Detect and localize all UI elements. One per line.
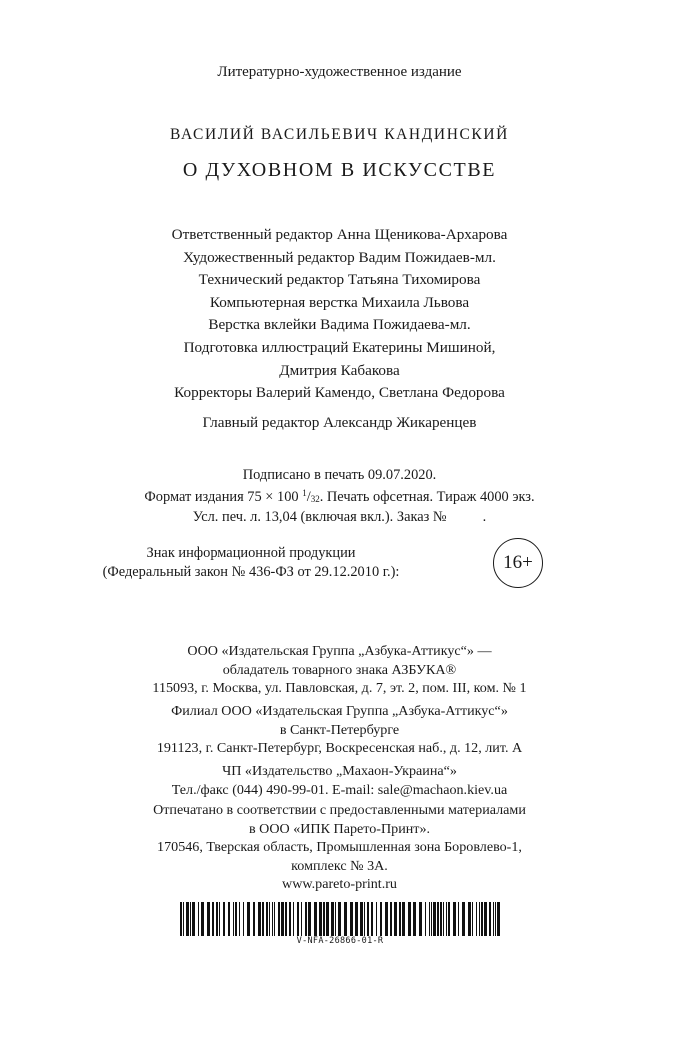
ukraine-contact: Тел./факс (044) 490-99-01. E-mail: sale@machaon.kiev.ua (171, 781, 508, 798)
printer-address: 170546, Тверская область, Промышленная зона Боровлево-1, (157, 839, 522, 856)
signed-date: Подписано в печать 09.07.2020. (242, 467, 437, 483)
format-prefix: Формат издания 75 × 100 (144, 489, 303, 506)
format-suffix: . Печать офсетная. Тираж 4000 экз. (319, 489, 535, 506)
credit-line: Компьютерная верстка Михаила Львова (209, 293, 470, 311)
age-rating-text (0, 544, 502, 582)
sheets-line: Усл. печ. л. 13,04 (включая вкл.). Заказ № . (192, 509, 487, 526)
branch-address: 191123, г. Санкт-Петербург, Воскресенская наб., д. 12, лит. А (156, 740, 523, 757)
format-numerator: 1 (302, 488, 307, 499)
publisher-address: 115093, г. Москва, ул. Павловская, д. 7, эт. 2, пом. III, ком. № 1 (152, 680, 527, 697)
format-denominator: 32 (310, 494, 320, 505)
barcode-label: V-NFA-26866-01-R (296, 936, 384, 946)
printer-address: комплекс № 3А. (291, 857, 388, 874)
branch-line: Филиал ООО «Издательская Группа „Азбука-Аттикус“» (171, 703, 508, 719)
publisher-line: обладатель товарного знака АЗБУКА® (222, 661, 457, 678)
age-rating-law: (Федеральный закон № 436-ФЗ от 29.12.2010 г.): (102, 564, 400, 580)
printer-line: в ООО «ИПК Парето-Принт». (248, 820, 431, 837)
credit-line: Ответственный редактор Анна Щеникова-Архарова (171, 226, 508, 243)
credit-line: Верстка вклейки Вадима Пожидаева-мл. (208, 316, 471, 334)
edition-type: Литературно-художественное издание (217, 64, 462, 80)
book-title: О ДУХОВНОМ В ИСКУССТВЕ (182, 159, 497, 181)
publisher-line: ООО «Издательская Группа „Азбука-Аттикус“» — (187, 643, 492, 659)
barcode-image (180, 902, 500, 936)
age-rating-badge (493, 538, 543, 588)
ukraine-line: ЧП «Издательство „Махаон-Украина“» (222, 763, 457, 779)
age-rating-label: Знак информационной продукции (146, 545, 356, 561)
credit-line: Подготовка иллюстраций Екатерины Мишиной, (183, 338, 496, 356)
format-line: Формат издания 75 × 100 $^1/_{32}$. Печать офсетная. Тираж 4000 экз. (144, 488, 535, 506)
credit-line: Технический редактор Татьяна Тихомирова (198, 271, 481, 289)
publisher-main (0, 642, 679, 698)
printing-block (0, 466, 679, 527)
credit-line: Художественный редактор Вадим Пожидаев-мл. (183, 248, 496, 266)
age-rating-value: 16+ (503, 552, 533, 573)
credit-line: Дмитрия Кабакова (279, 361, 400, 379)
author-name: ВАСИЛИЙ ВАСИЛЬЕВИЧ КАНДИНСКИЙ (170, 126, 509, 143)
chief-editor: Главный редактор Александр Жикаренцев (202, 414, 477, 431)
credits-block (0, 224, 679, 405)
printer-website: www.pareto-print.ru (282, 876, 397, 893)
branch-line: в Санкт-Петербурге (279, 721, 400, 738)
printer-line: Отпечатано в соответствии с предоставленными материалами (153, 802, 526, 818)
printer-info (0, 801, 679, 894)
credit-line: Корректоры Валерий Камендо, Светлана Федорова (174, 384, 505, 402)
publisher-ukraine (0, 762, 679, 799)
publisher-branch (0, 702, 679, 758)
